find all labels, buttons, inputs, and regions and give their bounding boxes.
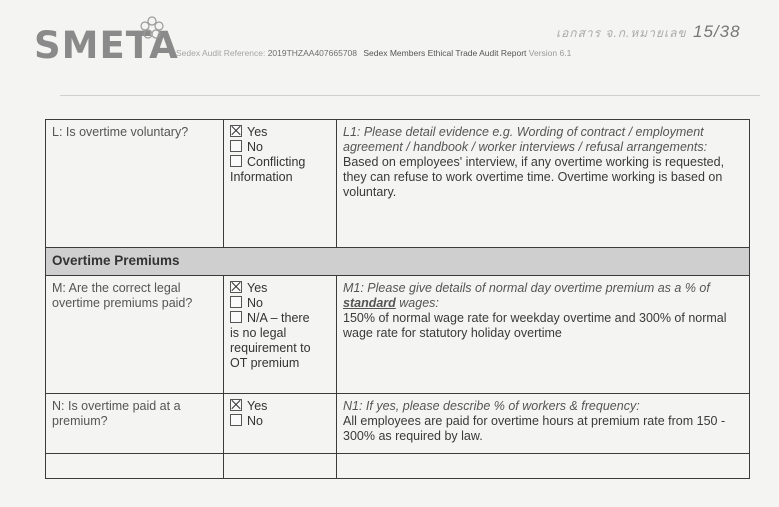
evidence-prompt: L1: Please detail evidence e.g. Wording of contract / employment agreement / handbook / worker interviews / refusal arrangements: [343, 125, 708, 154]
checked-box-icon [230, 281, 242, 293]
report-title: Sedex Members Ethical Trade Audit Report [363, 48, 527, 58]
audit-ref-number: 2019THZAA407665708 [267, 48, 358, 58]
option-no: No [230, 414, 330, 429]
section-header-row [46, 248, 750, 276]
question-cell: M: Are the correct legal overtime premiums paid? [46, 276, 224, 394]
evidence-prompt: N1: If yes, please describe % of workers & frequency: [343, 399, 640, 413]
smeta-logo: SMETA [34, 24, 179, 67]
question-cell: N: Is overtime paid at a premium? [46, 394, 224, 454]
option-yes: Yes [230, 281, 330, 296]
option-no: No [230, 140, 330, 155]
evidence-answer: Based on employees' interview, if any overtime working is requested, they can refuse to work overtime time. Overtime working is based on voluntary. [343, 155, 725, 199]
empty-cell [46, 454, 224, 479]
option-yes: Yes [230, 399, 330, 414]
checkbox-icon [230, 311, 242, 323]
options-cell [224, 276, 337, 394]
evidence-cell [337, 120, 750, 248]
stamp-page-number: 15/38 [692, 22, 741, 41]
section-title: Overtime Premiums [46, 248, 750, 276]
report-header [0, 0, 779, 110]
checkbox-icon [230, 155, 242, 167]
evidence-cell [337, 394, 750, 454]
checkbox-icon [230, 140, 242, 152]
checked-box-icon [230, 125, 242, 137]
standard-emphasis: standard [343, 296, 396, 310]
empty-cell [337, 454, 750, 479]
stamp-text: เอกสาร จ.ก.หมายเลข [556, 26, 687, 40]
checkbox-icon [230, 414, 242, 426]
table-row [46, 120, 750, 248]
options-cell [224, 394, 337, 454]
evidence-prompt: M1: Please give details of normal day overtime premium as a % of standard wages: [343, 281, 710, 310]
empty-cell [224, 454, 337, 479]
option-yes: Yes [230, 125, 330, 140]
report-version: Version 6.1 [528, 48, 572, 58]
option-no: No [230, 296, 330, 311]
overtime-audit-table [45, 119, 750, 479]
question-cell: L: Is overtime voluntary? [46, 120, 224, 248]
option-conflicting: Conflicting [230, 155, 330, 170]
audit-ref-label: Sedex Audit Reference: [176, 48, 266, 58]
table-row-partial [46, 454, 750, 479]
options-cell [224, 120, 337, 248]
option-na: N/A – there [230, 311, 330, 326]
header-divider [60, 95, 760, 96]
option-conflicting-extra: Information [230, 170, 293, 184]
evidence-cell [337, 276, 750, 394]
evidence-answer: 150% of normal wage rate for weekday overtime and 300% of normal wage rate for statutory holiday overtime [343, 311, 727, 340]
document-stamp [556, 22, 741, 43]
table-row [46, 394, 750, 454]
checked-box-icon [230, 399, 242, 411]
audit-reference-line [176, 48, 571, 58]
smeta-flower-icon [138, 14, 166, 42]
table-row [46, 276, 750, 394]
evidence-answer: All employees are paid for overtime hours at premium rate from 150 - 300% as required by law. [343, 414, 726, 443]
checkbox-icon [230, 296, 242, 308]
option-na-extra: is no legal requirement to OT premium [230, 326, 311, 370]
